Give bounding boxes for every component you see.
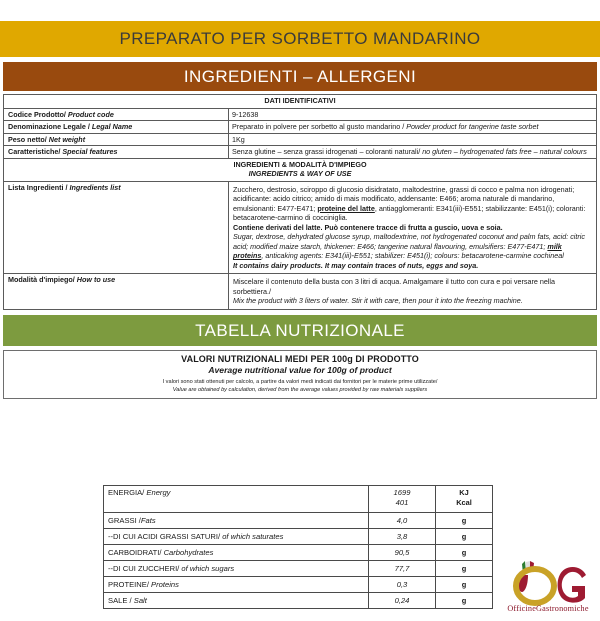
allergen-warning-it: Contiene derivati del latte. Può contenere tracce di frutta a guscio, uova e soia. [233, 222, 503, 232]
nutrition-intro-title-it: VALORI NUTRIZIONALI MEDI PER 100g DI PRODOTTO [181, 353, 419, 364]
nutrition-label-fats: GRASSI /Fats [104, 513, 369, 529]
nutrition-label-salt: SALE / Salt [104, 593, 369, 609]
how-to-use-en: Mix the product with 3 liters of water. Stir it with care, then pour it into the freezing machine. [233, 296, 523, 305]
row-label-net-weight: Peso netto/ Net weight [4, 133, 229, 146]
row-value-legal-name: Preparato in polvere per sorbetto al gusto mandarino / Powder product for tangerine taste sorbet [229, 121, 597, 134]
table-row [104, 577, 493, 593]
ingredients-allergens-banner: INGREDIENTI – ALLERGENI [3, 62, 597, 91]
nutrition-label-saturates: --DI CUI ACIDI GRASSI SATURI/ of which saturates [104, 529, 369, 545]
logo-monogram-icon [502, 559, 594, 615]
table-row [4, 133, 597, 146]
table-row [4, 146, 597, 159]
table-row [104, 486, 493, 513]
product-spec-sheet [0, 21, 600, 621]
table-row-section-header [4, 158, 597, 181]
row-label-how-to-use: Modalità d'impiego/ How to use [4, 274, 229, 310]
row-label-ingredients-list: Lista Ingredienti / Ingredients list [4, 181, 229, 274]
table-row [4, 121, 597, 134]
nutrition-intro-note-en: Value are obtained by calculation, derived from the average values provided by raw materials suppliers [172, 386, 428, 393]
nutrition-label-proteins: PROTEINE/ Proteins [104, 577, 369, 593]
table-row [104, 529, 493, 545]
ingredients-text-it: Zucchero, destrosio, sciroppo di glucosio disidratato, maltodestrine, grassi di cocco e palma non idrogenati; acidificante: acido citrico; amido di mais modificato, addensante: E466; aroma naturale di mandarino, emulsionanti: E477-E471; proteine del latte, antiagglomeranti: E341(iii)-E551; stabilizzante: E451(i); coloranti: betacarotene-carmino di cocciniglia. [233, 184, 586, 222]
row-label-legal-name: Denominazione Legale / Legal Name [4, 121, 229, 134]
nutrition-values-table [103, 485, 493, 609]
how-to-use-it: Miscelare il contenuto della busta con 3 litri di acqua. Amalgamare il tutto con cura e poi versare nella sorbettiera./ [233, 277, 556, 296]
row-label-product-code: Codice Prodotto/ Product code [4, 108, 229, 121]
nutrition-unit-saturates: g [436, 529, 493, 545]
identification-and-ingredients-table [3, 94, 597, 310]
ingredients-section-header [4, 158, 597, 181]
nutrition-value-sugars: 77,7 [369, 561, 436, 577]
ingredients-header-en: INGREDIENTS & WAY OF USE [248, 169, 352, 178]
row-label-special-features: Caratteristiche/ Special features [4, 146, 229, 159]
nutrition-value-salt: 0,24 [369, 593, 436, 609]
table-row [104, 593, 493, 609]
nutrition-unit-carbohydrates: g [436, 545, 493, 561]
nutrition-label-energy: ENERGIA/ Energy [104, 486, 369, 513]
table-row [104, 561, 493, 577]
nutrition-intro-note-it: I valori sono stati ottenuti per calcolo, a partire da valori medi indicati dai fornitori per le materie prime utilizzate/ [162, 378, 438, 385]
nutrition-value-proteins: 0,3 [369, 577, 436, 593]
table-row [4, 108, 597, 121]
table-row-section-header [4, 95, 597, 109]
row-value-product-code: 9-12638 [229, 108, 597, 121]
allergen-warning-en: It contains dairy products. It may contain traces of nuts, eggs and soya. [233, 260, 479, 270]
nutrition-unit-fats: g [436, 513, 493, 529]
nutrition-value-fats: 4,0 [369, 513, 436, 529]
nutrition-unit-salt: g [436, 593, 493, 609]
ingredients-header-it: INGREDIENTI & MODALITÀ D'IMPIEGO [233, 159, 367, 169]
identification-header: DATI IDENTIFICATIVI [4, 95, 597, 109]
row-value-ingredients-list [229, 181, 597, 274]
table-row [4, 181, 597, 274]
nutrition-label-sugars: --DI CUI ZUCCHERI/ of which sugars [104, 561, 369, 577]
nutrition-value-energy: 1699 401 [369, 486, 436, 513]
table-row [104, 545, 493, 561]
nutrition-values-wrapper [103, 485, 493, 609]
table-row [4, 274, 597, 310]
table-row [104, 513, 493, 529]
nutrition-table-banner: TABELLA NUTRIZIONALE [3, 315, 597, 346]
nutrition-intro-box [3, 350, 597, 399]
nutrition-unit-sugars: g [436, 561, 493, 577]
row-value-special-features: Senza glutine – senza grassi idrogenati – coloranti naturali/ no gluten – hydrogenated fats free – natural colours [229, 146, 597, 159]
row-value-how-to-use [229, 274, 597, 310]
nutrition-intro-title-en: Average nutritional value for 100g of product [208, 364, 392, 375]
nutrition-label-carbohydrates: CARBOIDRATI/ Carbohydrates [104, 545, 369, 561]
nutrition-unit-proteins: g [436, 577, 493, 593]
nutrition-value-carbohydrates: 90,5 [369, 545, 436, 561]
logo-wordmark: OfficineGastronomiche [507, 604, 589, 613]
company-logo [502, 559, 594, 615]
nutrition-value-saturates: 3,8 [369, 529, 436, 545]
nutrition-unit-energy: KJ Kcal [436, 486, 493, 513]
row-value-net-weight: 1Kg [229, 133, 597, 146]
product-title-banner: PREPARATO PER SORBETTO MANDARINO [0, 21, 600, 57]
ingredients-text-en: Sugar, dextrose, dehydrated glucose syrup, maltodextrine, not hydrogenated coconut and palm fats, acid: citric acid; modified maize starch, thickener: E466; tangerine natural flavouring, emulsifiers: E477-E471; milk proteins, anticaking agents: E341(iii)-E551; stabilizer: E451(i); colours: betacarotene-carmine cochineal [233, 232, 585, 260]
